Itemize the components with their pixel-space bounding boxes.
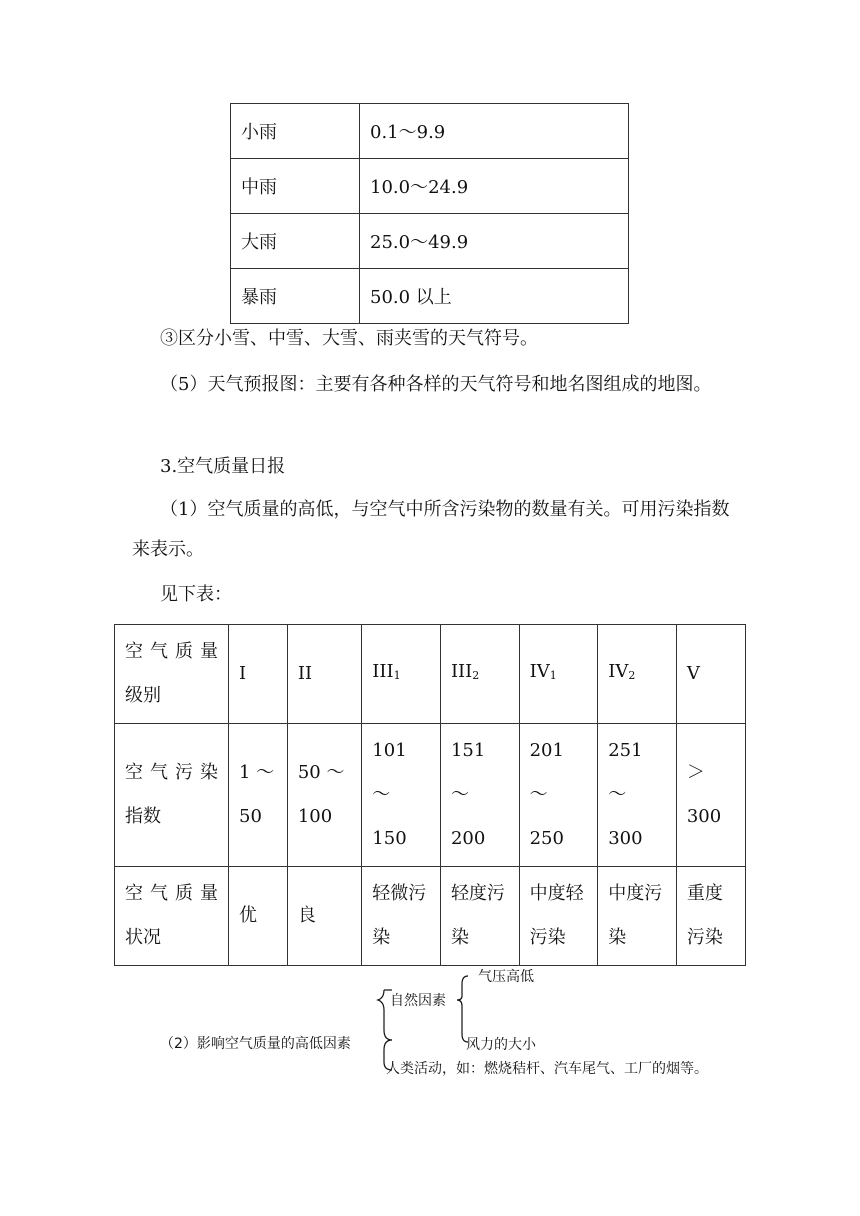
level-cell xyxy=(519,625,598,724)
status-cell: 中度轻污染 xyxy=(519,867,598,966)
level-label: III xyxy=(372,661,394,682)
root-factor: （2）影响空气质量的高低因素 xyxy=(160,1036,351,1052)
level-label: I xyxy=(239,663,247,684)
index-cell: 151 ～ 200 xyxy=(440,724,519,867)
index-cell: 201 ～ 250 xyxy=(519,724,598,867)
row-header: 空 气 质 量状况 xyxy=(115,867,229,966)
section-heading: 3.空气质量日报 xyxy=(160,456,286,477)
status-cell: 轻微污染 xyxy=(362,867,441,966)
rain-range-cell: 10.0～24.9 xyxy=(360,159,629,214)
human-factor: 人类活动，如：燃烧秸杆、汽车尾气、工厂的烟等。 xyxy=(386,1061,708,1077)
level-label: III xyxy=(450,661,473,682)
air-quality-paragraph: （1）空气质量的高低，与空气中所含污染物的数量有关。可用污染指数来表示。 xyxy=(132,499,730,560)
rain-level-cell: 暴雨 xyxy=(231,269,360,324)
snow-symbols-line: ③区分小雪、中雪、大雪、雨夹雪的天气符号。 xyxy=(160,328,538,349)
wind-factor: 风力的大小 xyxy=(466,1037,536,1053)
level-label: II xyxy=(297,663,313,684)
level-label: V xyxy=(686,663,700,684)
level-subscript: 2 xyxy=(472,669,480,682)
index-cell: ＞300 xyxy=(676,724,745,867)
level-subscript: 2 xyxy=(628,669,636,682)
status-cell: 优 xyxy=(229,867,288,966)
level-cell xyxy=(287,625,361,724)
pressure-factor: 气压高低 xyxy=(478,969,534,985)
row-header: 空 气 污 染指数 xyxy=(115,724,229,867)
level-subscript: 1 xyxy=(393,669,401,682)
level-label: IV xyxy=(529,661,550,682)
level-cell xyxy=(440,625,519,724)
status-cell: 中度污染 xyxy=(598,867,677,966)
weather-map-paragraph: （5）天气预报图：主要有各种各样的天气符号和地名图组成的地图。 xyxy=(160,374,712,395)
index-cell: 251 ～ 300 xyxy=(598,724,677,867)
table-row xyxy=(115,724,746,867)
table-row xyxy=(231,159,629,214)
index-cell: 101 ～ 150 xyxy=(362,724,441,867)
status-cell: 重度污染 xyxy=(676,867,745,966)
rain-level-cell: 小雨 xyxy=(231,104,360,159)
factor-diagram xyxy=(160,960,760,1090)
level-cell xyxy=(362,625,441,724)
level-subscript: 1 xyxy=(549,669,557,682)
rainfall-table xyxy=(230,103,629,324)
table-row xyxy=(231,269,629,324)
level-cell xyxy=(229,625,288,724)
index-cell: 50 ～ 100 xyxy=(287,724,361,867)
status-cell: 良 xyxy=(287,867,361,966)
index-cell: 1 ～ 50 xyxy=(229,724,288,867)
level-cell xyxy=(676,625,745,724)
rain-level-cell: 中雨 xyxy=(231,159,360,214)
table-row xyxy=(231,214,629,269)
rain-range-cell: 0.1～9.9 xyxy=(360,104,629,159)
level-label: IV xyxy=(608,661,629,682)
rain-range-cell: 25.0～49.9 xyxy=(360,214,629,269)
row-header: 空 气 质 量级别 xyxy=(115,625,229,724)
table-row xyxy=(115,625,746,724)
status-cell: 轻度污染 xyxy=(440,867,519,966)
table-row xyxy=(115,867,746,966)
see-table-line: 见下表： xyxy=(160,584,232,605)
rain-level-cell: 大雨 xyxy=(231,214,360,269)
rain-range-cell: 50.0 以上 xyxy=(360,269,629,324)
natural-factor: 自然因素 xyxy=(390,993,446,1009)
level-cell xyxy=(598,625,677,724)
air-quality-table xyxy=(114,624,746,966)
table-row xyxy=(231,104,629,159)
